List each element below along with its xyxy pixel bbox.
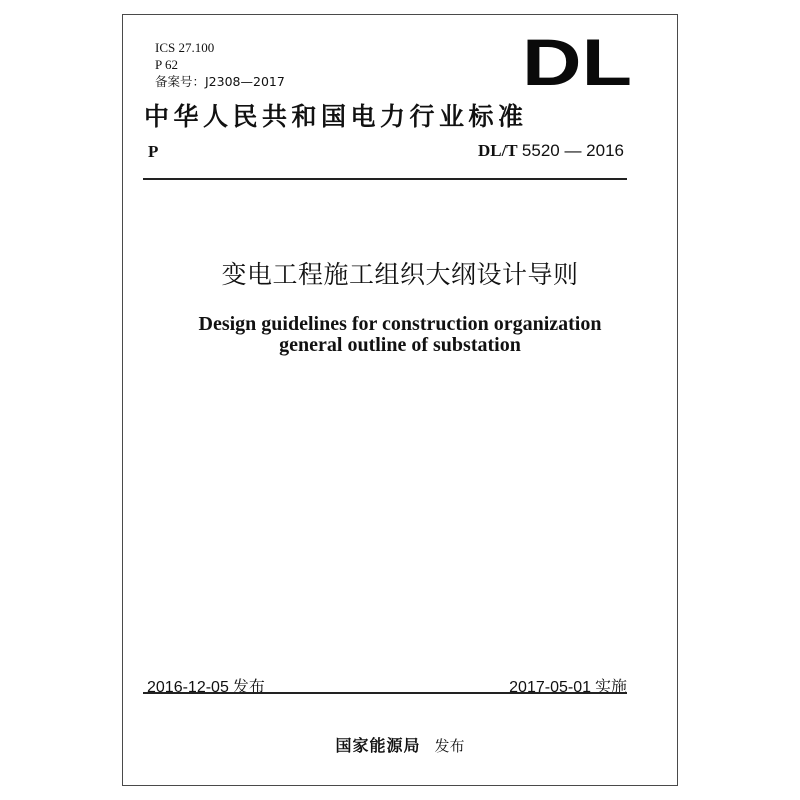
standard-cover — [122, 14, 678, 786]
classification-block — [155, 39, 285, 90]
publisher-organization: 国家能源局 — [335, 736, 421, 755]
dl-logo: DL — [522, 25, 632, 99]
chinese-title: 变电工程施工组织大纲设计导则 — [221, 260, 579, 289]
ics-code: ICS 27.100 — [155, 40, 215, 55]
bottom-divider — [143, 692, 627, 694]
top-divider — [143, 178, 627, 180]
implementation-date-value: 2017-05-01 — [509, 679, 591, 696]
classification-code: P 62 — [155, 57, 178, 72]
publisher — [123, 733, 677, 756]
industry-standard-heading: 中华人民共和国电力行业标准 — [144, 102, 528, 131]
issue-date-value: 2016-12-05 — [147, 679, 229, 696]
english-title-line-1: Design guidelines for construction organization — [198, 313, 602, 335]
publisher-action: 发布 — [434, 737, 465, 755]
category-letter: P — [148, 142, 159, 161]
standard-number-value: 5520 — 2016 — [521, 141, 624, 160]
standard-number — [478, 141, 624, 161]
issue-date-label: 发布 — [232, 677, 265, 696]
english-title — [123, 314, 677, 356]
english-title-line-2: general outline of substation — [279, 334, 521, 356]
filing-number: 备案号：J2308—2017 — [155, 74, 285, 89]
standard-code: DL/T — [477, 141, 518, 160]
implementation-date-label: 实施 — [594, 677, 627, 696]
